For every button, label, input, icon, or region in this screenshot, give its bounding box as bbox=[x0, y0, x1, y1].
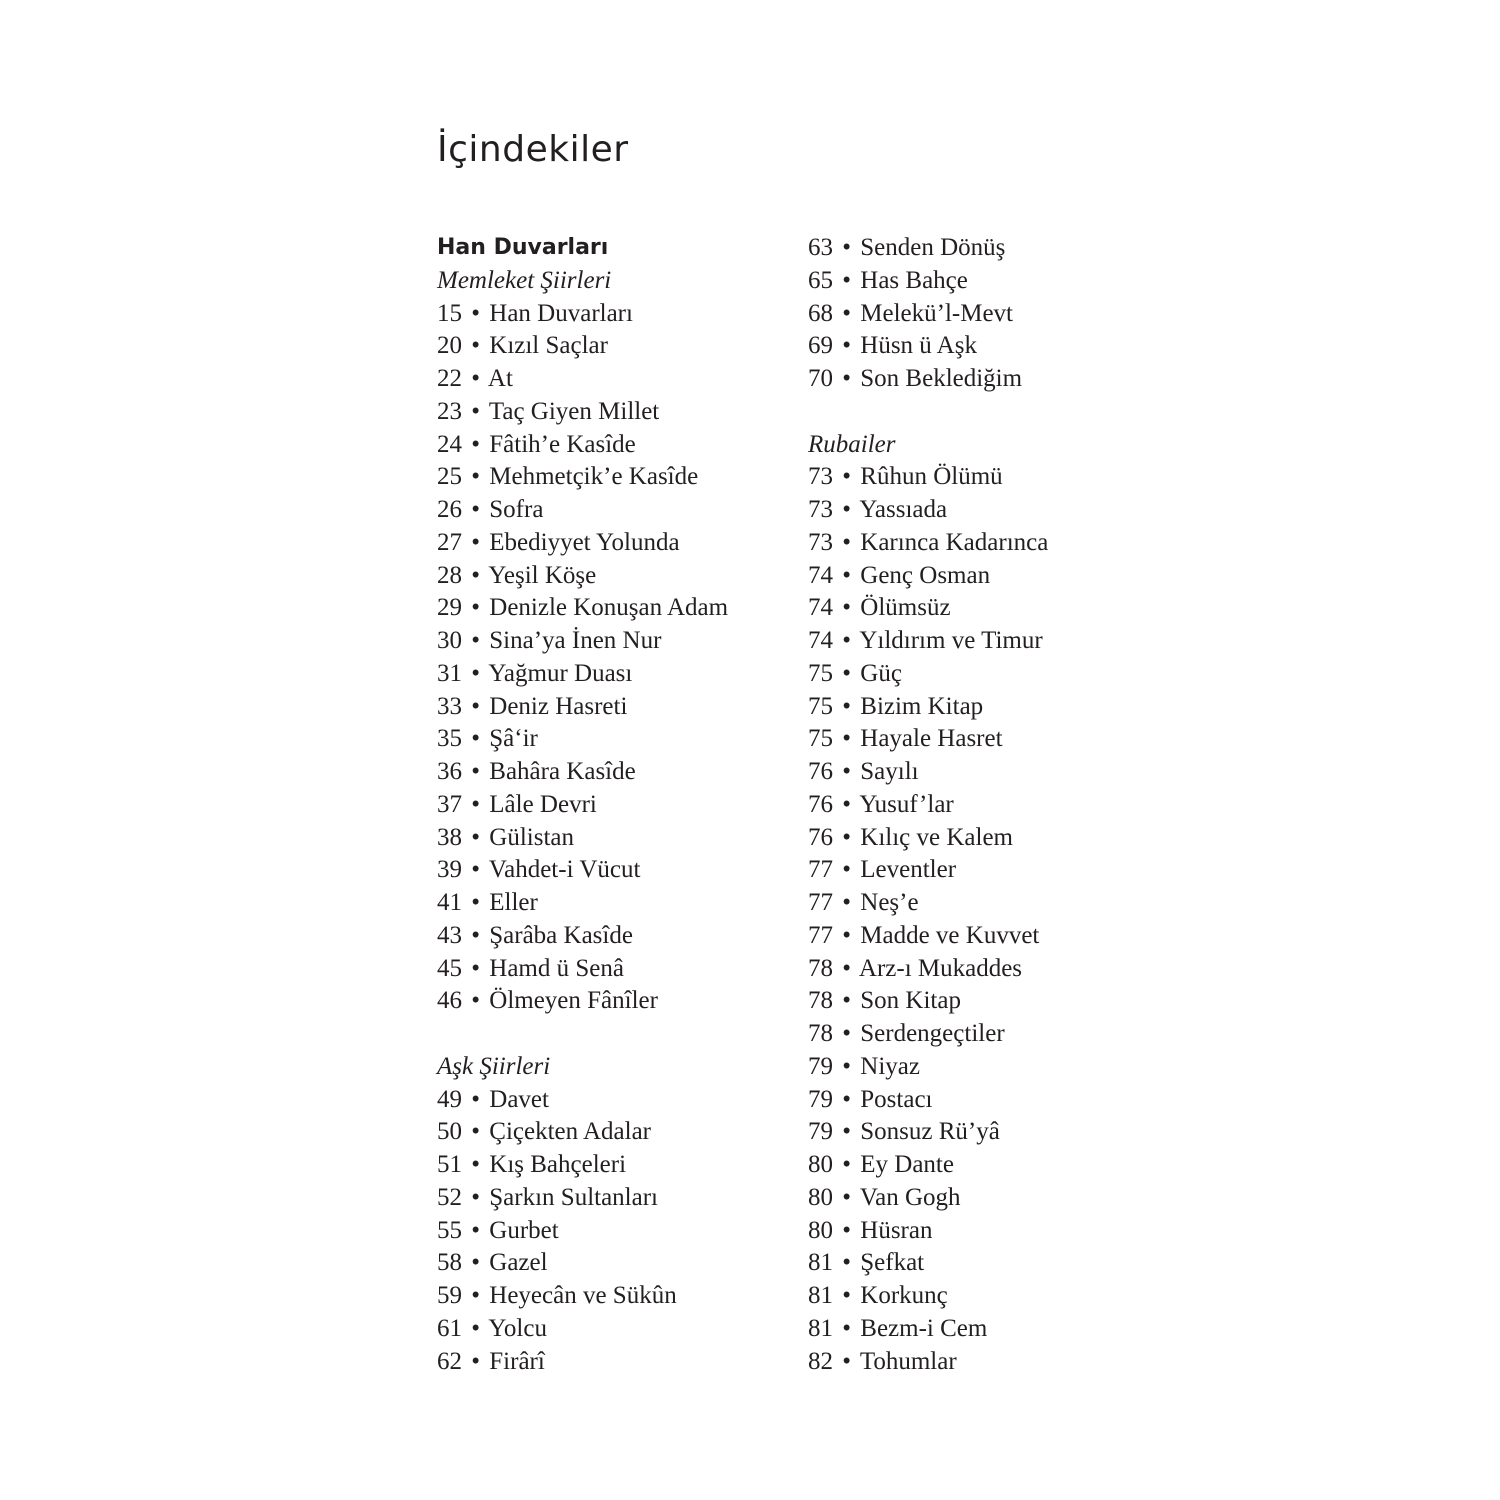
toc-entry-title: Hüsran bbox=[860, 1216, 933, 1244]
toc-right-column bbox=[808, 232, 1048, 1378]
toc-entry bbox=[437, 1346, 728, 1379]
toc-page-number: 27 bbox=[437, 528, 462, 556]
bullet-separator: • bbox=[842, 889, 852, 916]
toc-page-number: 77 bbox=[808, 921, 833, 949]
toc-entry-title: Gurbet bbox=[489, 1216, 559, 1244]
bullet-separator: • bbox=[471, 627, 481, 654]
bullet-separator: • bbox=[471, 299, 481, 327]
toc-entry bbox=[437, 592, 728, 625]
toc-page-number: 26 bbox=[437, 496, 462, 523]
toc-entry bbox=[437, 789, 728, 822]
toc-page-number: 36 bbox=[437, 758, 462, 785]
toc-entry-title: Ölümsüz bbox=[860, 594, 951, 622]
toc-entry bbox=[808, 822, 1048, 855]
bullet-separator: • bbox=[471, 1347, 481, 1375]
toc-entry-title: Yusuf’lar bbox=[859, 790, 954, 818]
toc-entry bbox=[808, 1346, 1048, 1379]
toc-entry-title: Bezm-i Cem bbox=[860, 1314, 988, 1342]
bullet-separator: • bbox=[842, 856, 852, 884]
bullet-separator: • bbox=[471, 921, 481, 949]
toc-entry bbox=[808, 953, 1048, 986]
toc-entry-title: Taç Giyen Millet bbox=[488, 397, 660, 425]
toc-entry-title: Korkunç bbox=[860, 1282, 948, 1309]
toc-page-number: 61 bbox=[437, 1314, 462, 1342]
bullet-separator: • bbox=[471, 659, 481, 687]
toc-page-number: 62 bbox=[437, 1347, 462, 1375]
toc-page-number: 29 bbox=[437, 594, 462, 622]
toc-page-number: 73 bbox=[808, 463, 833, 491]
bullet-separator: • bbox=[842, 627, 852, 654]
bullet-separator: • bbox=[471, 790, 481, 818]
toc-entry-title: Sofra bbox=[489, 496, 544, 523]
bullet-separator: • bbox=[471, 1085, 481, 1113]
toc-entry bbox=[437, 396, 728, 429]
toc-page-number: 78 bbox=[808, 1020, 833, 1047]
toc-page-number: 77 bbox=[808, 889, 833, 916]
toc-page-number: 77 bbox=[808, 856, 833, 884]
toc-list-memleket bbox=[437, 298, 728, 1019]
toc-entry-title: Madde ve Kuvvet bbox=[860, 921, 1040, 949]
bullet-separator: • bbox=[842, 790, 852, 818]
section-title-memleket: Memleket Şiirleri bbox=[437, 266, 612, 294]
toc-entry-title: Yolcu bbox=[488, 1314, 547, 1342]
toc-entry bbox=[437, 1149, 728, 1182]
toc-entry bbox=[437, 1182, 728, 1215]
toc-entry bbox=[808, 1149, 1048, 1182]
toc-page-number: 80 bbox=[808, 1151, 833, 1178]
bullet-separator: • bbox=[471, 594, 481, 622]
toc-entry-title: Mehmetçik’e Kasîde bbox=[489, 463, 699, 491]
toc-entry-title: Tohumlar bbox=[859, 1347, 957, 1375]
toc-entry bbox=[437, 1280, 728, 1313]
toc-entry-title: Neş’e bbox=[860, 889, 919, 916]
bullet-separator: • bbox=[471, 1282, 481, 1309]
toc-entry bbox=[808, 1051, 1048, 1084]
toc-entry-title: Vahdet-i Vücut bbox=[488, 856, 641, 884]
toc-entry-title: Arz-ı Mukaddes bbox=[858, 954, 1023, 982]
bullet-separator: • bbox=[471, 692, 481, 720]
bullet-separator: • bbox=[842, 921, 852, 949]
toc-entry bbox=[437, 461, 728, 494]
toc-entry bbox=[437, 330, 728, 363]
toc-entry-title: Bahâra Kasîde bbox=[489, 758, 636, 785]
toc-page-number: 75 bbox=[808, 725, 833, 753]
toc-entry-title: Çiçekten Adalar bbox=[489, 1118, 652, 1146]
toc-page-number: 43 bbox=[437, 921, 462, 949]
bullet-separator: • bbox=[842, 1216, 852, 1244]
toc-entry-title: Genç Osman bbox=[860, 561, 991, 589]
toc-entry-title: Postacı bbox=[860, 1085, 933, 1113]
toc-entry-title: Şarkın Sultanları bbox=[489, 1183, 658, 1211]
toc-entry bbox=[808, 985, 1048, 1018]
toc-page-number: 25 bbox=[437, 463, 462, 491]
toc-entry bbox=[808, 461, 1048, 494]
toc-entry bbox=[437, 920, 728, 953]
bullet-separator: • bbox=[842, 1085, 852, 1113]
toc-entry bbox=[437, 625, 728, 658]
toc-entry bbox=[808, 789, 1048, 822]
bullet-separator: • bbox=[842, 234, 852, 261]
toc-page-number: 78 bbox=[808, 954, 833, 982]
toc-entry-title: Bizim Kitap bbox=[860, 692, 984, 720]
toc-entry bbox=[437, 658, 728, 691]
toc-entry bbox=[437, 1215, 728, 1248]
toc-entry-title: Gazel bbox=[489, 1249, 548, 1277]
bullet-separator: • bbox=[842, 1020, 852, 1047]
toc-page-number: 50 bbox=[437, 1118, 462, 1146]
toc-entry-title: Kılıç ve Kalem bbox=[860, 823, 1013, 851]
toc-list-rubailer bbox=[808, 461, 1048, 1378]
toc-page-number: 39 bbox=[437, 856, 462, 884]
bullet-separator: • bbox=[842, 954, 852, 982]
toc-entry-title: Sayılı bbox=[860, 758, 919, 785]
toc-page-number: 31 bbox=[437, 659, 462, 687]
bullet-separator: • bbox=[842, 365, 852, 392]
toc-page-number: 80 bbox=[808, 1216, 833, 1244]
toc-entry bbox=[808, 887, 1048, 920]
toc-page-number: 51 bbox=[437, 1151, 462, 1178]
section-title-rubailer: Rubailer bbox=[808, 430, 896, 458]
toc-page-number: 81 bbox=[808, 1249, 833, 1277]
bullet-separator: • bbox=[471, 528, 481, 556]
toc-entry bbox=[437, 560, 728, 593]
toc-entry bbox=[808, 723, 1048, 756]
toc-entry-title: Hayale Hasret bbox=[860, 725, 1003, 753]
toc-left-column bbox=[437, 232, 728, 1378]
toc-page-number: 24 bbox=[437, 430, 462, 458]
bullet-separator: • bbox=[471, 1151, 481, 1178]
bullet-separator: • bbox=[471, 561, 481, 589]
bullet-separator: • bbox=[471, 496, 481, 523]
bullet-separator: • bbox=[471, 823, 481, 851]
bullet-separator: • bbox=[842, 659, 852, 687]
toc-entry bbox=[808, 1215, 1048, 1248]
toc-entry bbox=[437, 985, 728, 1018]
bullet-separator: • bbox=[842, 692, 852, 720]
toc-entry bbox=[808, 920, 1048, 953]
section-title-ask: Aşk Şiirleri bbox=[437, 1052, 551, 1080]
toc-page-number: 68 bbox=[808, 299, 833, 327]
book-title: Han Duvarları bbox=[437, 235, 609, 260]
toc-entry-title: Gülistan bbox=[489, 823, 574, 851]
toc-page-number: 73 bbox=[808, 528, 833, 556]
bullet-separator: • bbox=[471, 1183, 481, 1211]
toc-entry-title: Ey Dante bbox=[860, 1151, 954, 1178]
bullet-separator: • bbox=[471, 1314, 481, 1342]
toc-entry bbox=[437, 494, 728, 527]
toc-page-number: 70 bbox=[808, 365, 833, 392]
toc-page-number: 76 bbox=[808, 823, 833, 851]
bullet-separator: • bbox=[842, 1118, 852, 1146]
toc-page-number: 76 bbox=[808, 758, 833, 785]
toc-page-number: 38 bbox=[437, 823, 462, 851]
toc-entry bbox=[437, 887, 728, 920]
bullet-separator: • bbox=[842, 987, 852, 1015]
toc-entry-title: Firârî bbox=[489, 1347, 545, 1375]
bullet-separator: • bbox=[842, 1282, 852, 1309]
toc-entry-title: Lâle Devri bbox=[489, 790, 597, 818]
toc-entry-title: Sina’ya İnen Nur bbox=[489, 627, 662, 654]
bullet-separator: • bbox=[842, 1151, 852, 1178]
toc-entry bbox=[808, 1247, 1048, 1280]
toc-page-number: 28 bbox=[437, 561, 462, 589]
toc-page-number: 74 bbox=[808, 627, 833, 654]
bullet-separator: • bbox=[842, 1347, 852, 1375]
bullet-separator: • bbox=[471, 987, 481, 1015]
bullet-separator: • bbox=[842, 496, 852, 523]
toc-entry bbox=[437, 691, 728, 724]
page-title: İçindekiler bbox=[437, 129, 629, 170]
toc-page-number: 41 bbox=[437, 889, 462, 916]
bullet-separator: • bbox=[471, 889, 481, 916]
toc-entry-title: Davet bbox=[489, 1085, 549, 1113]
toc-page-number: 45 bbox=[437, 954, 462, 982]
bullet-separator: • bbox=[471, 954, 481, 982]
toc-entry-title: Yıldırım ve Timur bbox=[859, 627, 1043, 654]
toc-page-number: 15 bbox=[437, 299, 462, 327]
toc-entry-title: Serdengeçtiler bbox=[860, 1020, 1005, 1047]
toc-entry-title: Deniz Hasreti bbox=[489, 692, 628, 720]
bullet-separator: • bbox=[842, 299, 852, 327]
toc-entry-title: Has Bahçe bbox=[860, 266, 968, 294]
bullet-separator: • bbox=[842, 758, 852, 785]
toc-page-number: 30 bbox=[437, 627, 462, 654]
toc-page-number: 59 bbox=[437, 1282, 462, 1309]
toc-page-number: 73 bbox=[808, 496, 833, 523]
bullet-separator: • bbox=[842, 1314, 852, 1342]
bullet-separator: • bbox=[842, 332, 852, 360]
bullet-separator: • bbox=[471, 725, 481, 753]
bullet-separator: • bbox=[471, 856, 481, 884]
toc-entry bbox=[808, 625, 1048, 658]
toc-entry-title: Son Beklediğim bbox=[860, 365, 1023, 392]
bullet-separator: • bbox=[471, 397, 481, 425]
bullet-separator: • bbox=[842, 1249, 852, 1277]
toc-entry bbox=[808, 1182, 1048, 1215]
section-gap bbox=[437, 1018, 728, 1051]
toc-page-number: 20 bbox=[437, 332, 462, 360]
toc-entry-title: Hamd ü Senâ bbox=[489, 954, 624, 982]
toc-entry bbox=[808, 265, 1048, 298]
toc-list-ask-continued bbox=[808, 232, 1048, 396]
bullet-separator: • bbox=[471, 758, 481, 785]
toc-entry-title: Yağmur Duası bbox=[488, 659, 633, 687]
toc-page-number: 58 bbox=[437, 1249, 462, 1277]
toc-entry bbox=[437, 1247, 728, 1280]
bullet-separator: • bbox=[471, 1216, 481, 1244]
toc-entry bbox=[808, 854, 1048, 887]
bullet-separator: • bbox=[842, 1183, 852, 1211]
bullet-separator: • bbox=[842, 266, 852, 294]
toc-page-number: 55 bbox=[437, 1216, 462, 1244]
toc-entry-title: Leventler bbox=[860, 856, 957, 884]
toc-page-number: 82 bbox=[808, 1347, 833, 1375]
toc-entry-title: Niyaz bbox=[860, 1052, 920, 1080]
toc-entry-title: Yeşil Köşe bbox=[488, 561, 597, 589]
toc-page-number: 49 bbox=[437, 1085, 462, 1113]
toc-entry bbox=[808, 494, 1048, 527]
toc-entry-title: Sonsuz Rü’yâ bbox=[860, 1118, 1000, 1146]
toc-list-ask bbox=[437, 1084, 728, 1379]
toc-entry bbox=[437, 1313, 728, 1346]
toc-entry bbox=[808, 363, 1048, 396]
toc-page-number: 52 bbox=[437, 1183, 462, 1211]
bullet-separator: • bbox=[842, 1052, 852, 1080]
toc-entry bbox=[437, 527, 728, 560]
bullet-separator: • bbox=[471, 463, 481, 491]
bullet-separator: • bbox=[842, 561, 852, 589]
toc-page-number: 74 bbox=[808, 594, 833, 622]
bullet-separator: • bbox=[471, 1118, 481, 1146]
toc-page-number: 37 bbox=[437, 790, 462, 818]
toc-entry-title: Kış Bahçeleri bbox=[489, 1151, 627, 1178]
toc-entry bbox=[808, 592, 1048, 625]
toc-entry-title: Şefkat bbox=[860, 1249, 925, 1277]
toc-page-number: 79 bbox=[808, 1118, 833, 1146]
toc-page-number: 75 bbox=[808, 692, 833, 720]
toc-entry-title: Han Duvarları bbox=[489, 299, 633, 327]
toc-entry bbox=[437, 1116, 728, 1149]
bullet-separator: • bbox=[842, 823, 852, 851]
toc-entry bbox=[808, 527, 1048, 560]
toc-entry bbox=[437, 854, 728, 887]
bullet-separator: • bbox=[842, 725, 852, 753]
toc-entry-title: Karınca Kadarınca bbox=[860, 528, 1049, 556]
bullet-separator: • bbox=[842, 528, 852, 556]
toc-entry-title: Şâ‘ir bbox=[489, 725, 538, 753]
toc-entry-title: Yassıada bbox=[859, 496, 948, 523]
toc-entry-title: Van Gogh bbox=[859, 1183, 961, 1211]
toc-entry bbox=[437, 429, 728, 462]
toc-entry-title: Ebediyyet Yolunda bbox=[489, 528, 680, 556]
toc-entry bbox=[437, 756, 728, 789]
toc-page-number: 75 bbox=[808, 659, 833, 687]
toc-entry-title: Eller bbox=[489, 889, 538, 916]
toc-page-number: 65 bbox=[808, 266, 833, 294]
toc-entry bbox=[808, 232, 1048, 265]
toc-entry bbox=[437, 1084, 728, 1117]
toc-entry bbox=[808, 298, 1048, 331]
toc-entry bbox=[808, 1280, 1048, 1313]
toc-entry bbox=[808, 560, 1048, 593]
toc-entry-title: Rûhun Ölümü bbox=[860, 463, 1003, 491]
bullet-separator: • bbox=[471, 365, 481, 392]
toc-page-number: 23 bbox=[437, 397, 462, 425]
toc-entry-title: Heyecân ve Sükûn bbox=[489, 1282, 677, 1309]
toc-entry-title: Kızıl Saçlar bbox=[489, 332, 608, 360]
bullet-separator: • bbox=[471, 1249, 481, 1277]
toc-entry-title: Şarâba Kasîde bbox=[489, 921, 633, 949]
toc-page-number: 35 bbox=[437, 725, 462, 753]
toc-page-number: 22 bbox=[437, 365, 462, 392]
toc-entry bbox=[808, 1018, 1048, 1051]
toc-entry-title: Ölmeyen Fânîler bbox=[489, 987, 658, 1015]
toc-entry bbox=[808, 691, 1048, 724]
toc-entry bbox=[808, 330, 1048, 363]
toc-entry-title: Güç bbox=[860, 659, 902, 687]
bullet-separator: • bbox=[842, 463, 852, 491]
toc-entry bbox=[808, 756, 1048, 789]
toc-page-number: 81 bbox=[808, 1282, 833, 1309]
toc-page-number: 74 bbox=[808, 561, 833, 589]
toc-entry-title: Denizle Konuşan Adam bbox=[489, 594, 729, 622]
toc-page-number: 46 bbox=[437, 987, 462, 1015]
toc-entry-title: Senden Dönüş bbox=[860, 234, 1006, 261]
toc-page-number: 79 bbox=[808, 1052, 833, 1080]
bullet-separator: • bbox=[471, 430, 481, 458]
toc-entry-title: Hüsn ü Aşk bbox=[860, 332, 977, 360]
toc-entry bbox=[808, 1313, 1048, 1346]
toc-entry bbox=[437, 822, 728, 855]
toc-entry bbox=[437, 298, 728, 331]
toc-page-number: 80 bbox=[808, 1183, 833, 1211]
toc-entry-title: Fâtih’e Kasîde bbox=[489, 430, 636, 458]
toc-entry bbox=[808, 658, 1048, 691]
toc-entry bbox=[437, 723, 728, 756]
bullet-separator: • bbox=[471, 332, 481, 360]
toc-page-number: 79 bbox=[808, 1085, 833, 1113]
toc-page-number: 81 bbox=[808, 1314, 833, 1342]
toc-entry bbox=[808, 1084, 1048, 1117]
toc-page-number: 69 bbox=[808, 332, 833, 360]
toc-page-number: 76 bbox=[808, 790, 833, 818]
toc-entry bbox=[808, 1116, 1048, 1149]
toc-page-number: 63 bbox=[808, 234, 833, 261]
section-gap bbox=[808, 396, 1048, 429]
toc-entry-title: Melekü’l-Mevt bbox=[860, 299, 1013, 327]
toc-page-number: 33 bbox=[437, 692, 462, 720]
bullet-separator: • bbox=[842, 594, 852, 622]
toc-entry bbox=[437, 363, 728, 396]
toc-entry-title: At bbox=[487, 365, 513, 392]
toc-entry-title: Son Kitap bbox=[860, 987, 961, 1015]
toc-page-number: 78 bbox=[808, 987, 833, 1015]
toc-entry bbox=[437, 953, 728, 986]
